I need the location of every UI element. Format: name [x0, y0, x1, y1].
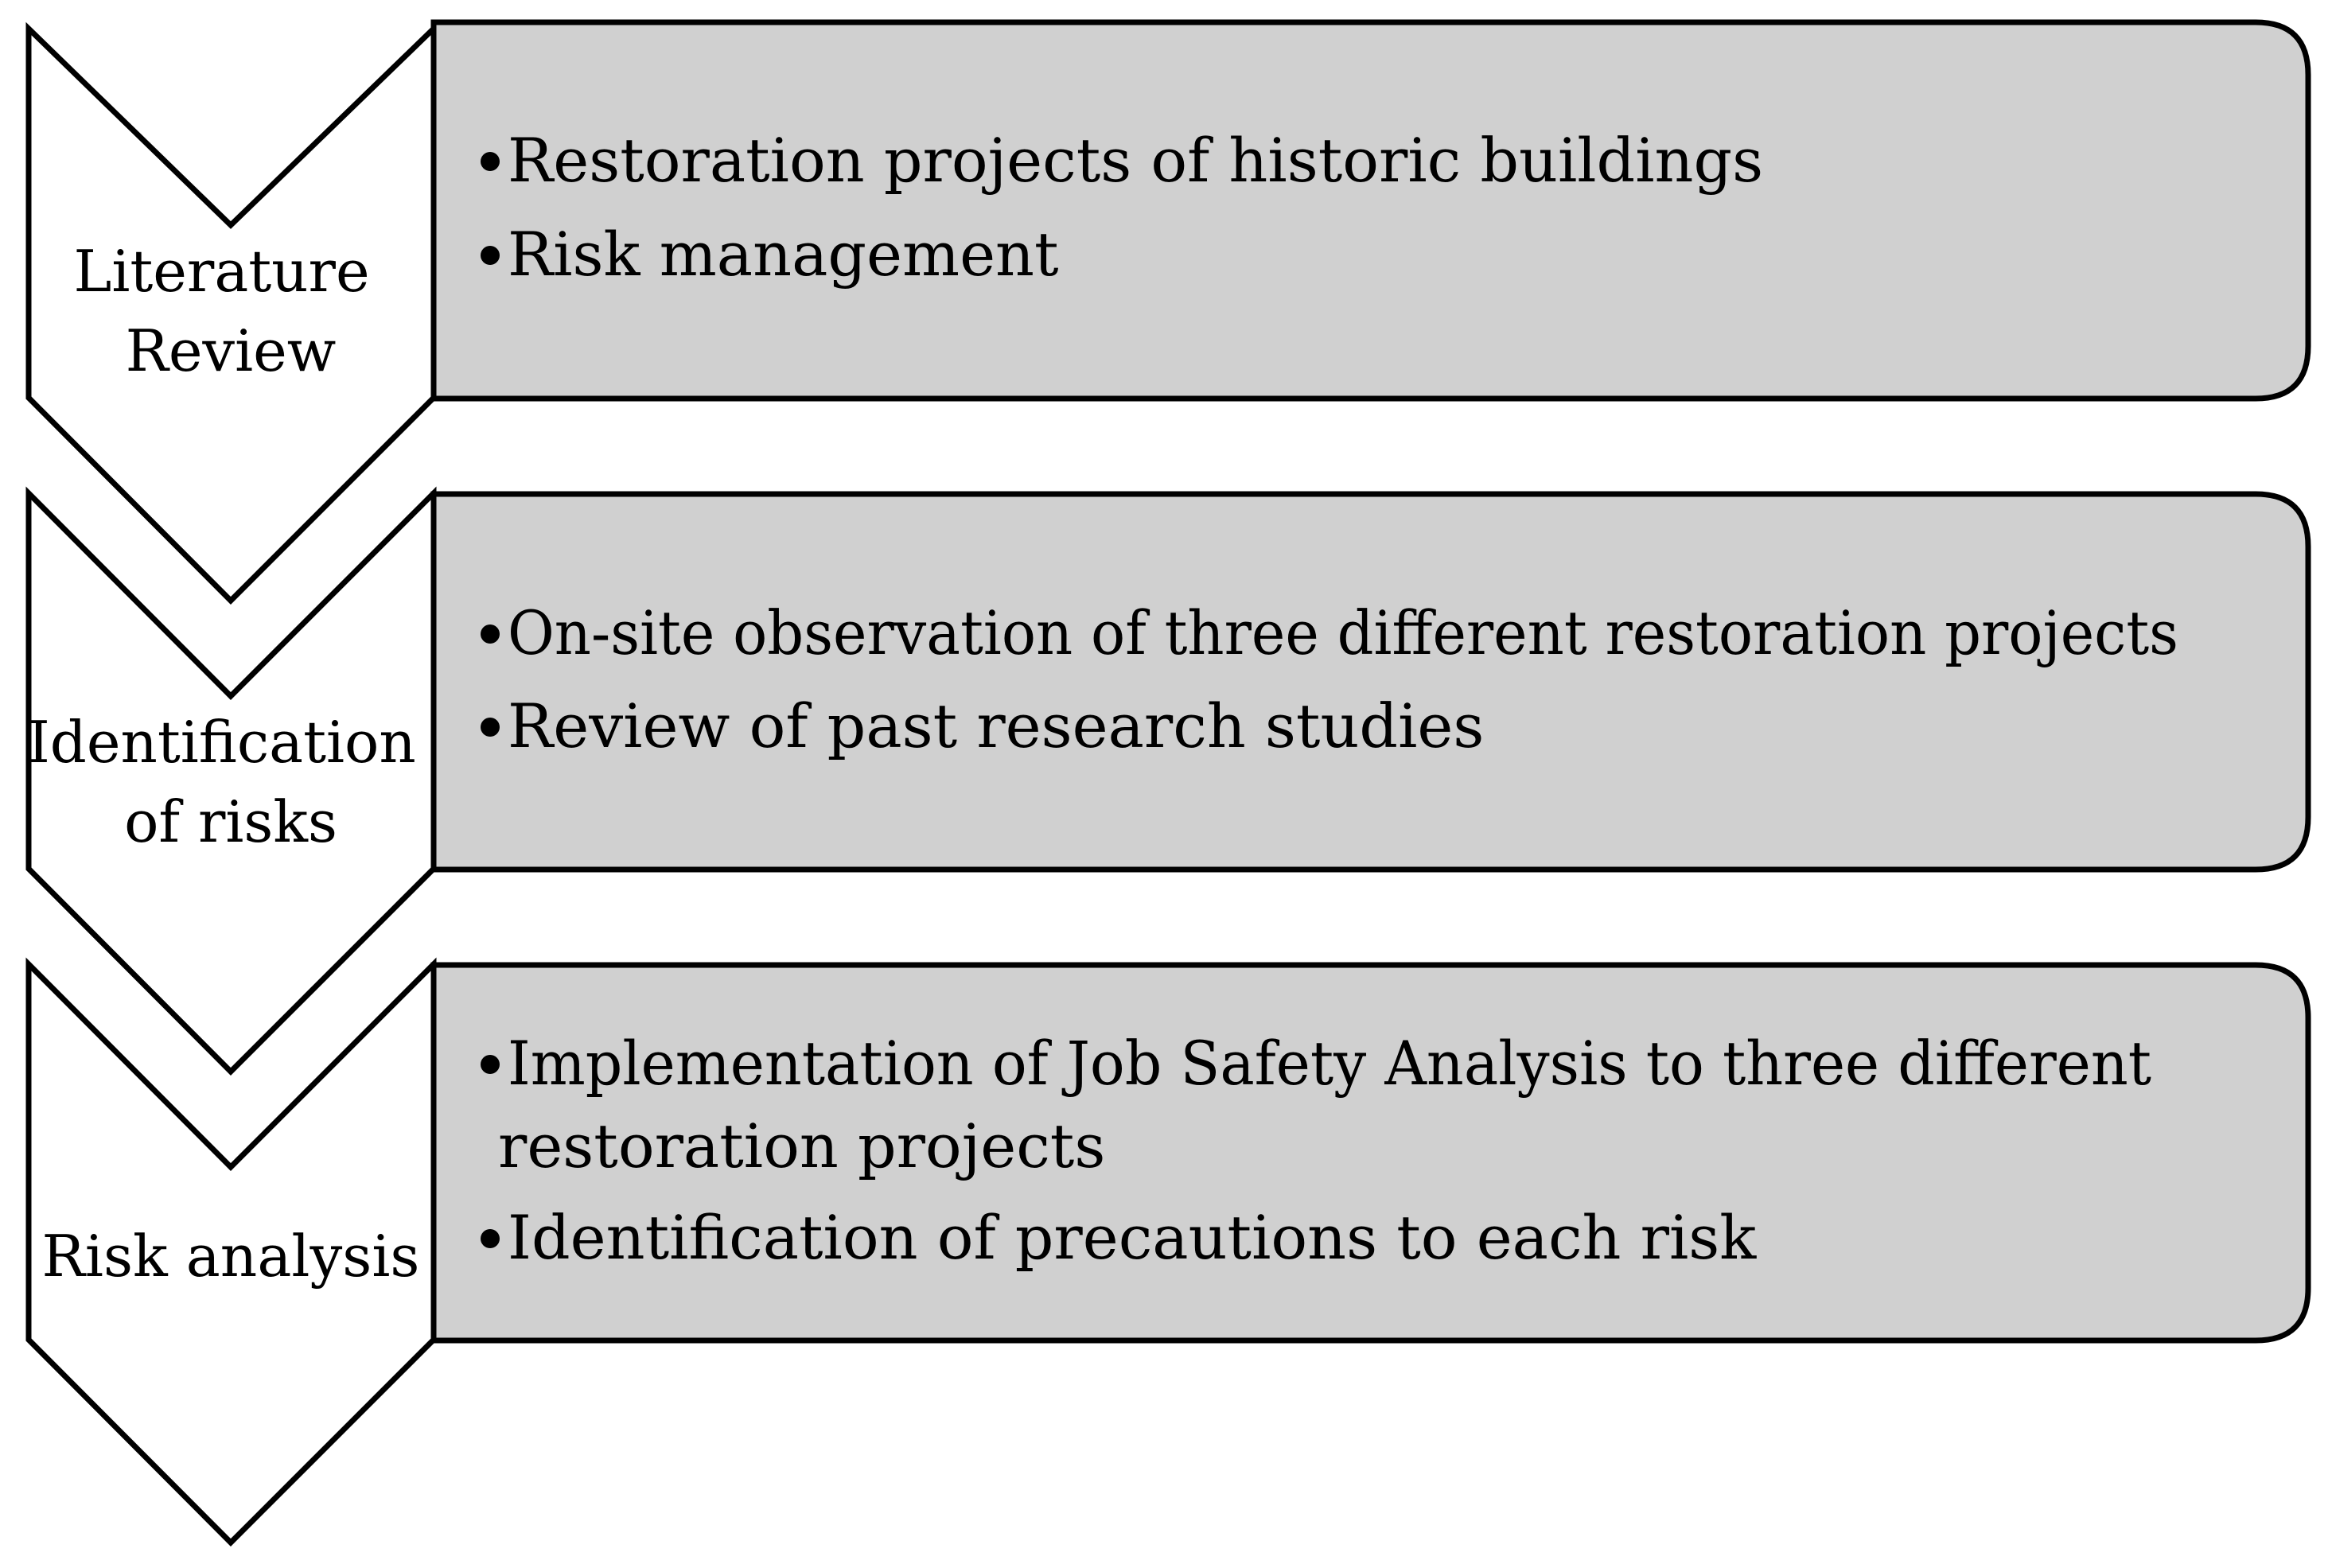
step-3-bullet-2 — [481, 1202, 1757, 1273]
step-3-label-line-1: Risk analysis — [41, 1223, 420, 1290]
step-2-bullet-2 — [481, 691, 1484, 761]
step-2-bullet-2-text: Review of past research studies — [508, 691, 1485, 761]
step-1-label-line-2: Review — [125, 317, 337, 384]
step-2-bullet-1-text: On-site observation of three different restoration projects — [508, 597, 2178, 668]
step-2-details-box — [434, 494, 2308, 870]
step-1-bullet-1-text: Restoration projects of historic buildings — [508, 125, 1764, 196]
step-1-label-line-1: Literature — [73, 238, 370, 305]
step-1-bullet-2-text: Risk management — [508, 219, 1059, 290]
step-3-bullet-1-text: Implementation of Job Safety Analysis to three different restoration projects — [498, 1028, 2151, 1181]
step-1-bullet-1 — [481, 125, 1763, 196]
bullet-dot — [481, 152, 500, 171]
bullet-dot — [481, 1055, 500, 1074]
bullet-dot — [481, 718, 500, 737]
step-3-label — [42, 1223, 420, 1290]
step-2-bullet-1 — [481, 597, 2178, 668]
step-3-bullet-2-text: Identification of precautions to each risk — [508, 1202, 1757, 1273]
step-2-label-line-1: Identification — [27, 709, 416, 776]
bullet-dot — [481, 246, 500, 265]
step-risk-analysis — [29, 964, 2308, 1543]
step-2-label-line-2: of risks — [124, 788, 337, 855]
bullet-dot — [481, 624, 500, 644]
step-1-bullet-2 — [481, 219, 1059, 290]
step-1-chevron — [29, 29, 434, 601]
bullet-dot — [481, 1229, 500, 1248]
step-1-details-box — [434, 22, 2308, 399]
